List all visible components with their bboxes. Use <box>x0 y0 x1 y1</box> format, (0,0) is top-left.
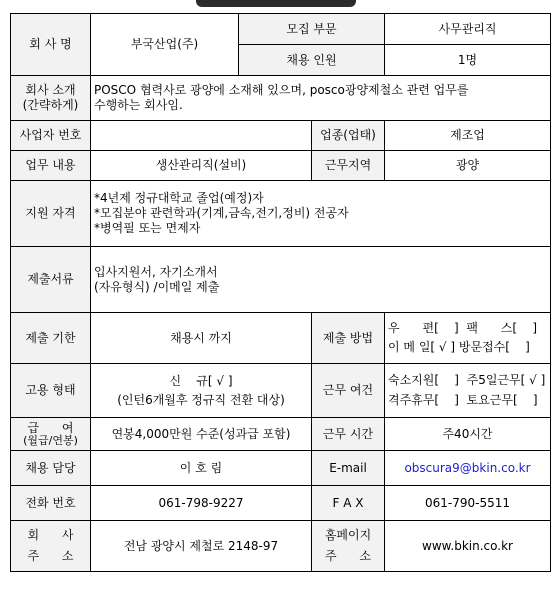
docs-label: 제출서류 <box>11 247 91 313</box>
intro-label-line: (간략하게) <box>22 98 79 112</box>
homepage-link[interactable]: www.bkin.co.kr <box>385 521 551 572</box>
method-value <box>385 313 551 364</box>
docs-item: (자유형식) /이메일 제출 <box>94 279 220 294</box>
homepage-label-line: 주 소 <box>324 549 372 563</box>
qual-item: *병역필 또는 면제자 <box>94 221 201 235</box>
headcount-value: 1명 <box>385 45 551 76</box>
employ-type-value <box>91 364 312 418</box>
intro-line: 수행하는 회사임. <box>94 98 183 112</box>
salary-label <box>11 418 91 451</box>
hours-label: 근무 시간 <box>312 418 385 451</box>
deadline-value: 채용시 까지 <box>91 313 312 364</box>
qual-item: *모집분야 관련학과(기계,금속,전기,정비) 전공자 <box>94 206 349 220</box>
location-value: 광양 <box>385 151 551 181</box>
salary-label-line: 급 여 <box>27 421 74 435</box>
email-link[interactable]: obscura9@bkin.co.kr <box>385 451 551 486</box>
company-name-label: 회 사 명 <box>11 14 91 76</box>
conditions-label: 근무 여건 <box>312 364 385 418</box>
dept-label: 모집 부문 <box>239 14 385 45</box>
intro-label <box>11 76 91 121</box>
phone-label: 전화 번호 <box>11 486 91 521</box>
intro-value <box>91 76 551 121</box>
method-option: 우 편[ ] 팩 스[ ] <box>388 321 538 335</box>
qual-item: *4년제 정규대학교 졸업(예정)자 <box>94 191 264 205</box>
top-tab-decoration <box>196 0 356 7</box>
intro-label-line: 회사 소개 <box>25 83 76 97</box>
intro-line: POSCO 협력사로 광양에 소재해 있으며, posco광양제철소 관련 업무를 <box>94 83 469 97</box>
homepage-label <box>312 521 385 572</box>
method-option: 이 메 일[ √ ] 방문접수[ ] <box>388 340 530 354</box>
method-label: 제출 방법 <box>312 313 385 364</box>
headcount-label: 채용 인원 <box>239 45 385 76</box>
fax-label: F A X <box>312 486 385 521</box>
location-label: 근무지역 <box>312 151 385 181</box>
industry-value: 제조업 <box>385 121 551 151</box>
job-posting-form <box>10 13 551 572</box>
bizno-label: 사업자 번호 <box>11 121 91 151</box>
salary-value: 연봉4,000만원 수준(성과급 포함) <box>91 418 312 451</box>
docs-item: 입사지원서, 자기소개서 <box>94 264 218 279</box>
company-name-value: 부국산업(주) <box>91 14 239 76</box>
fax-value: 061-790-5511 <box>385 486 551 521</box>
contact-person-value: 이 호 림 <box>91 451 312 486</box>
salary-label-line: (월급/연봉) <box>23 434 78 447</box>
qual-value <box>91 181 551 247</box>
address-value: 전남 광양시 제철로 2148-97 <box>91 521 312 572</box>
bizno-value <box>91 121 312 151</box>
email-label: E-mail <box>312 451 385 486</box>
phone-value: 061-798-9227 <box>91 486 312 521</box>
employ-type-option: 신 규[ √ ] <box>169 373 233 388</box>
duty-label: 업무 내용 <box>11 151 91 181</box>
conditions-option: 숙소지원[ ] 주5일근무[ √ ] <box>388 373 546 387</box>
address-label-line: 주 소 <box>27 549 74 563</box>
duty-value: 생산관리직(설비) <box>91 151 312 181</box>
hours-value: 주40시간 <box>385 418 551 451</box>
industry-label: 업종(업태) <box>312 121 385 151</box>
dept-value: 사무관리직 <box>385 14 551 45</box>
address-label <box>11 521 91 572</box>
deadline-label: 제출 기한 <box>11 313 91 364</box>
conditions-value <box>385 364 551 418</box>
employ-type-label: 고용 형태 <box>11 364 91 418</box>
contact-person-label: 채용 담당 <box>11 451 91 486</box>
employ-type-note: (인턴6개월후 정규직 전환 대상) <box>117 392 285 407</box>
conditions-option: 격주휴무[ ] 토요근무[ ] <box>388 393 538 407</box>
homepage-label-line: 홈페이지 <box>324 528 372 542</box>
qual-label: 지원 자격 <box>11 181 91 247</box>
docs-value <box>91 247 551 313</box>
address-label-line: 회 사 <box>27 528 74 542</box>
